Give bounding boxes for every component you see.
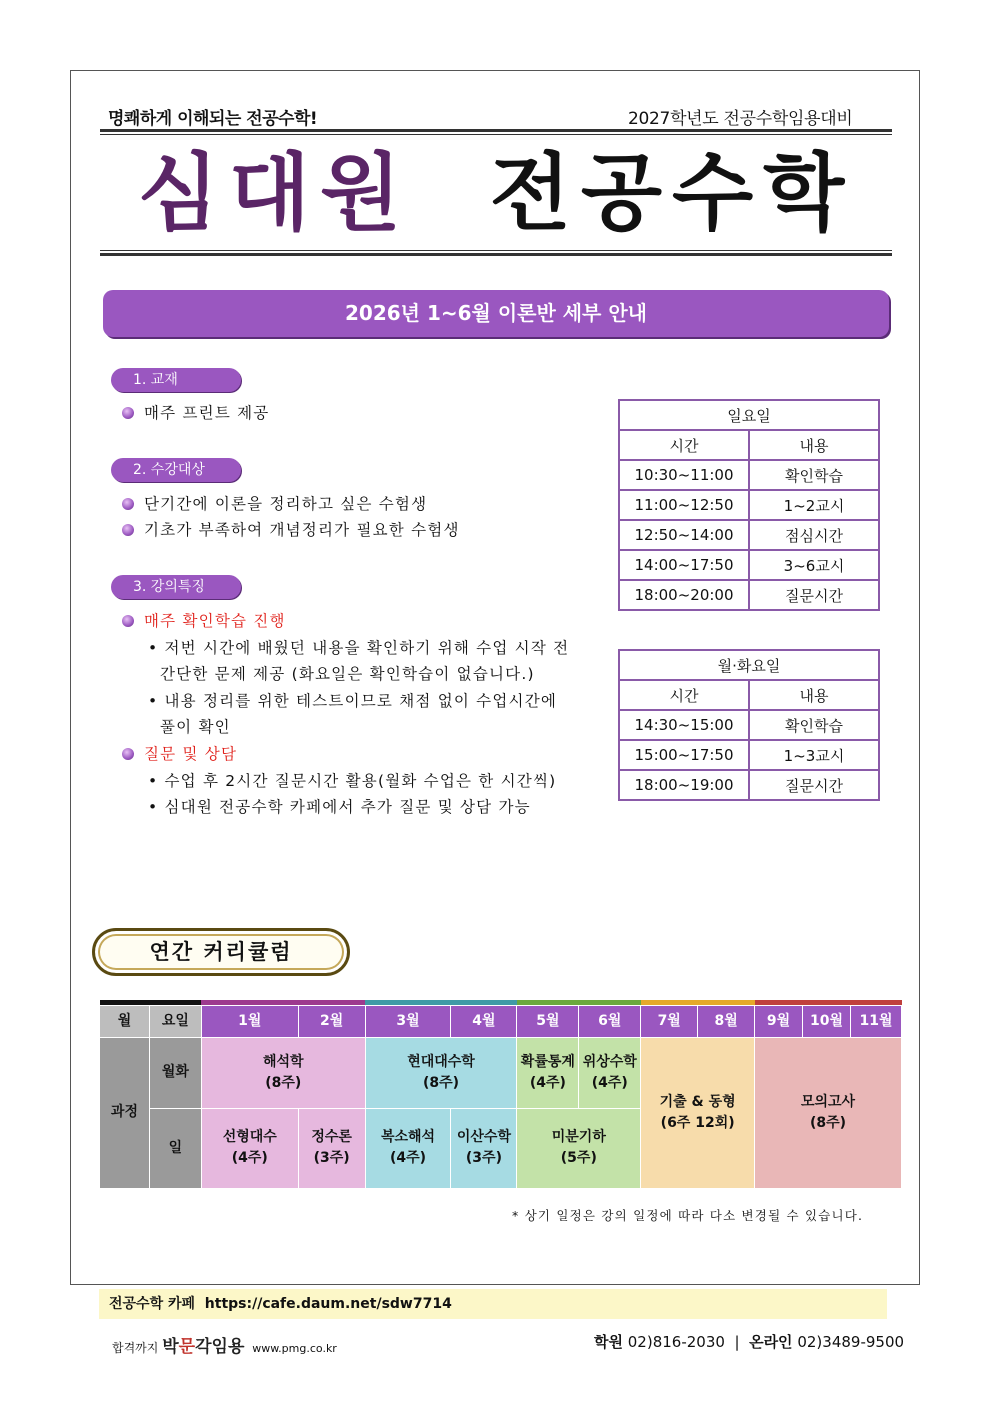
course-cell: 복소해석 (4주) [365, 1108, 451, 1188]
month-header: 9월 [755, 1005, 803, 1037]
month-header: 4월 [451, 1005, 517, 1037]
list-item: 기초가 부족하여 개념정리가 필요한 수험생 [122, 518, 460, 540]
site-link[interactable]: www.pmg.co.kr [252, 1342, 337, 1355]
column-header: 내용 [749, 680, 879, 710]
cafe-link[interactable]: https://cafe.daum.net/sdw7714 [204, 1296, 452, 1312]
course-cell: 기출 & 동형 (6주 12회) [641, 1037, 755, 1188]
header-rule-bottom [100, 250, 892, 256]
column-header: 내용 [749, 430, 879, 460]
course-cell: 미분기하 (5주) [517, 1108, 641, 1188]
header-rule-top [100, 129, 892, 135]
list-item: 단기간에 이론을 정리하고 싶은 수험생 [122, 492, 427, 514]
column-header: 시간 [619, 680, 749, 710]
row-header: 월화 [149, 1037, 201, 1108]
feature-detail: 간단한 문제 제공 (화요일은 확인학습이 없습니다.) [160, 665, 535, 683]
course-cell: 선형대수 (4주) [201, 1108, 298, 1188]
info-banner: 2026년 1~6월 이론반 세부 안내 [103, 290, 889, 337]
table-row: 14:30~15:00 확인학습 [619, 710, 879, 740]
course-cell: 해석학 (8주) [201, 1037, 365, 1108]
table-row: 10:30~11:00 확인학습 [619, 460, 879, 490]
list-item: 매주 확인학습 진행 [122, 609, 286, 631]
publisher-logo: 합격까지 박문각임용 www.pmg.co.kr [112, 1337, 337, 1357]
table-row: 11:00~12:50 1~2교시 [619, 490, 879, 520]
month-header: 11월 [850, 1005, 901, 1037]
table-row: 18:00~19:00 질문시간 [619, 770, 879, 800]
table-title: 일요일 [619, 400, 879, 430]
bullet-icon [122, 748, 134, 760]
month-header: 6월 [579, 1005, 641, 1037]
bullet-icon [122, 524, 134, 536]
section-heading-textbook: 1. 교재 [111, 368, 241, 392]
section-heading-features: 3. 강의특징 [111, 575, 241, 599]
column-header: 시간 [619, 430, 749, 460]
curriculum-heading: 연간 커리큘럼 [92, 928, 350, 976]
feature-detail: 풀이 확인 [160, 718, 231, 736]
row-header: 일 [149, 1108, 201, 1188]
schedule-note: * 상기 일정은 강의 일정에 따라 다소 변경될 수 있습니다. [512, 1208, 864, 1223]
feature-detail: • 심대원 전공수학 카페에서 추가 질문 및 상담 가능 [148, 798, 531, 816]
table-row: 18:00~20:00 질문시간 [619, 580, 879, 610]
montue-schedule-table [618, 649, 880, 801]
list-item: 매주 프린트 제공 [122, 401, 269, 423]
month-header: 2월 [298, 1005, 365, 1037]
year-label: 2027학년도 전공수학임용대비 [628, 109, 853, 129]
column-header: 요일 [149, 1005, 201, 1037]
title-part1: 심대원 [137, 144, 412, 242]
section-heading-target: 2. 수강대상 [111, 458, 241, 482]
title-part2: 전공수학 [489, 144, 855, 242]
table-title: 월·화요일 [619, 650, 879, 680]
slogan: 명쾌하게 이해되는 전공수학! [108, 109, 318, 129]
month-header: 10월 [803, 1005, 851, 1037]
column-header: 월 [100, 1005, 150, 1037]
course-cell: 모의고사 (8주) [755, 1037, 902, 1188]
course-cell: 현대대수학 (8주) [365, 1037, 517, 1108]
page-title [100, 138, 892, 248]
bullet-icon [122, 407, 134, 419]
course-cell: 이산수학 (3주) [451, 1108, 517, 1188]
month-header: 7월 [641, 1005, 698, 1037]
month-header: 1월 [201, 1005, 298, 1037]
cafe-label: 전공수학 카페 [109, 1296, 196, 1312]
month-header: 8월 [698, 1005, 755, 1037]
feature-detail: • 내용 정리를 위한 테스트이므로 채점 없이 수업시간에 [148, 692, 558, 710]
feature-detail: • 저번 시간에 배웠던 내용을 확인하기 위해 수업 시작 전 [148, 639, 570, 657]
brand-name: 박문각임용 [162, 1337, 245, 1357]
contact-phones: 학원 02)816-2030 | 온라인 02)3489-9500 [594, 1333, 905, 1351]
month-header: 3월 [365, 1005, 451, 1037]
curriculum-table [99, 1000, 902, 1189]
bullet-icon [122, 498, 134, 510]
table-row: 14:00~17:50 3~6교시 [619, 550, 879, 580]
table-row: 15:00~17:50 1~3교시 [619, 740, 879, 770]
row-header: 과정 [100, 1037, 150, 1188]
list-item: 질문 및 상담 [122, 742, 237, 764]
course-cell: 위상수학 (4주) [579, 1037, 641, 1108]
feature-detail: • 수업 후 2시간 질문시간 활용(월화 수업은 한 시간씩) [148, 772, 557, 790]
cafe-bar [99, 1289, 887, 1319]
course-cell: 확률통계 (4주) [517, 1037, 579, 1108]
bullet-icon [122, 615, 134, 627]
table-row: 12:50~14:00 점심시간 [619, 520, 879, 550]
course-cell: 정수론 (3주) [298, 1108, 365, 1188]
sunday-schedule-table [618, 399, 880, 611]
month-header: 5월 [517, 1005, 579, 1037]
